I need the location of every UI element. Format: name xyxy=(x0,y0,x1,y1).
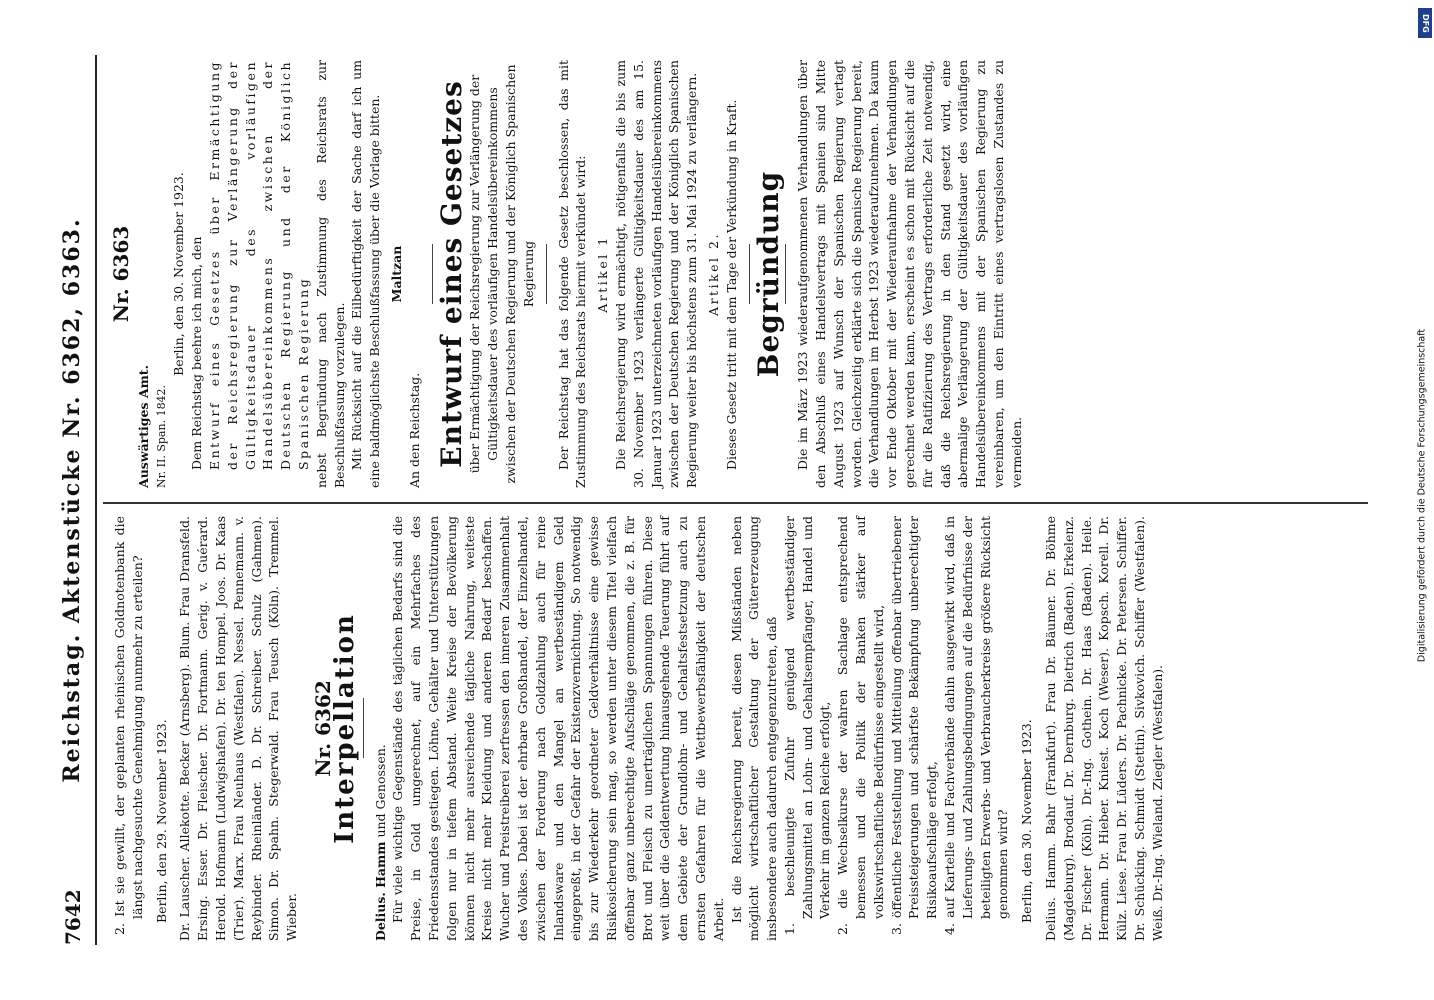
header-rule xyxy=(95,55,97,945)
bill-heading: Entwurf eines Gesetzes xyxy=(434,80,468,468)
signatories: Dr. Lauscher. Allekotte. Becker (Arnsberg). Blum. Frau Dransfeld. Ersing. Esser. Dr. Fleischer. Dr. Fortmann. Gerig. v. Guérard. Herold. Hofmann (Ludwigshafen). Dr. ten Hompel. Joos. Dr. Kaas (Trier). Marx. Frau Neuhaus (Westfalen). Nessel. Pennemann. v. Reybinder. Rheinländer. D. Dr. Schreiber. Schulz (Gahmen). Simon. Dr. Spahn. Stegerwald. Frau Teusch (Köln). Tremmel. Wieber. xyxy=(177,516,300,941)
intro-names: Delius. Hamm xyxy=(372,841,388,941)
bill-title: Entwurf eines Gesetzes über Ermächtigung der Reichsregierung zur Verlängerung der Gültigkeitsdauer des vorläufigen Handelsübereinkommens zwischen der Deutschen Regierung und der Königlich Spanischen Regierung xyxy=(206,60,311,470)
paragraph: Für viele wichtige Gegenstände des täglichen Bedarfs sind die Preise, in Gold umgerechnet, auf ein Mehrfaches des Friedensstandes gestiegen. Löhne, Gehälter und Unterstützungen folgen nur in tiefem Abstand. Weite Kreise der Bevölkerung können nicht mehr ausreichende tägliche Nahrung, weiteste Kreise nicht mehr Kleidung und anderen Bedarf beschaffen. Wucher und Preistreiberei zerfressen den inneren Zusammenhalt des Volkes. Dabei ist der ehrbare Großhandel, der Einzelhandel, zwischen der Forderung nach Goldzahlung auch für reine Inlandsware und den Mangel an wertbeständigem Geld eingepreßt, in der Gefahr der Existenzvernichtung. So notwendig bis zur Wiederkehr geordneter Geldverhältnisse eine gewisse Risikosicherung sein mag, so werden unter diesem Titel vielfach offenbar ganz unberechtigte Aufschläge genommen, die z. B. für Brot und Fleisch zu unerträglichen Spannungen führen. Diese weit über die Geldentwertung hinausgehende Teuerung führt auf dem Gebiete der Grundlohn- und Gehaltsfestsetzung auch zu ernsten Gefahren für die Wettbewerbsfähigkeit der deutschen Arbeit. xyxy=(390,516,726,941)
dfg-logo: DFG xyxy=(1418,8,1432,38)
document-page xyxy=(55,55,1375,945)
list-item: 1. beschleunigte Zufuhr genügend wertbeständiger Zahlungsmittel an Lohn- und Gehaltsempfänger, Handel und Verkehr im ganzen Reiche erfolgt, xyxy=(781,516,833,935)
paragraph: Mit Rücksicht auf die Eilbedürftigkeit der Sache darf ich um eine baldmöglichste Beschlußfassung über die Vorlage bitten. xyxy=(349,60,383,488)
signature: Maltzan xyxy=(388,245,404,303)
addressee: An den Reichstag. xyxy=(406,372,422,488)
right-column xyxy=(111,60,1026,488)
separator xyxy=(785,244,786,304)
page-title: Reichstag. Aktenstücke Nr. 6362, 6363. xyxy=(59,217,85,783)
page-number: 7642 xyxy=(61,889,85,945)
separator xyxy=(749,244,750,304)
date-line: Berlin, den 30. November 1923. xyxy=(1019,719,1035,923)
credit-text: Digitalisierung gefördert durch die Deutsche Forschungsgemeinschaft xyxy=(1416,328,1428,663)
office-name: Auswärtiges Amt. xyxy=(135,365,151,488)
paragraph: Dem Reichstag beehre ich mich, den xyxy=(189,236,205,470)
article-text: Dieses Gesetz tritt mit dem Tage der Verkündung in Kraft. xyxy=(723,99,739,470)
document-number: Nr. 6363 xyxy=(109,225,133,323)
digitization-credit xyxy=(1412,10,1432,990)
signatories: Delius. Hamm. Bahr (Frankfurt). Frau Dr. Bäumer. Dr. Böhme (Magdeburg). Brodauf. Dr. Dernburg. Dietrich (Baden). Erkelenz. Dr. Fischer (Köln). Dr.-Ing. Gothein. Dr. Haas (Baden). Heile. Hermann. Dr. Hieber. Kniest. Koch (Weser). Kopsch. Korell. Dr. Külz. Liese. Frau Dr. Lüders. Dr. Pachnicke. Dr. Petersen. Schiffer. Dr. Schücking. Schmidt (Stettin). Sivkovich. Schiffer (Westfalen). Weiß. Dr.-Ing. Wieland. Ziegler (Westfalen). xyxy=(1043,516,1165,941)
article-title: Artikel 2. xyxy=(705,232,721,316)
date-line: Berlin, den 30. November 1923. xyxy=(171,172,187,376)
separator xyxy=(363,699,364,759)
interpellation-intro xyxy=(372,516,390,941)
section-heading: Begründung xyxy=(751,170,785,378)
list-item: 4. auf Kartelle und Fachverbände dahin ausgewirkt wird, daß in Lieferungs- und Zahlungsbedingungen auf die Bedürfnisse der beteiligten Erwerbs- und Verbraucherkreise größere Rücksicht genommen wird? xyxy=(942,516,1011,935)
separator xyxy=(432,244,433,304)
intro-rest: und Genossen. xyxy=(372,744,388,838)
paragraph: nebst Begründung nach Zustimmung des Reichsrats zur Beschlußfassung vorzulegen. xyxy=(313,60,347,488)
separator xyxy=(546,244,547,304)
question-2: 2. Ist sie gewillt, der geplanten rheinischen Goldnotenbank die längst nachgesuchte Genehmigung nunmehr zu erteilen? xyxy=(112,516,145,935)
left-column xyxy=(111,516,1167,941)
article-title: Artikel 1 xyxy=(595,235,611,313)
enactment-clause: Der Reichstag hat das folgende Gesetz beschlossen, das mit Zustimmung des Reichsrats hiermit verkündet wird: xyxy=(555,60,589,488)
column-divider xyxy=(103,502,1368,504)
paragraph: Die im März 1923 wiederaufgenommenen Verhandlungen über den Abschluß eines Handelsvertrags mit Spanien sind Mitte August 1923 auf Wunsch der Spanischen Regierung vertagt worden. Gleichzeitig erklärte sich die Spanische Regierung bereit, die Verhandlungen im Herbst 1923 wiederaufzunehmen. Da kaum vor Ende Oktober mit der Wiederaufnahme der Verhandlungen gerechnet werden kann, erscheint es schon mit Rücksicht auf die für die Ratifizierung des Vertrags erforderliche Zeit notwendig, daß die Reichsregierung in den Stand gesetzt wird, eine abermalige Verlängerung der Gültigkeitsdauer des vorläufigen Handelsübereinkommens mit der Spanischen Regierung zu vereinbaren, um den Eintritt eines vertragslosen Zustandes zu vermeiden. xyxy=(795,60,1024,488)
office-reference: Nr. II. Span. 1842. xyxy=(154,384,168,488)
article-text: Die Reichsregierung wird ermächtigt, nötigenfalls die bis zum 30. November 1923 verlängerte Gültigkeitsdauer des am 15. Januar 1923 unterzeichneten vorläufigen Handelsübereinkommens zwischen der Deutschen Regierung und der Königlich Spanischen Regierung weiter bis höchstens zum 31. Mai 1924 zu verlängern. xyxy=(612,60,700,488)
list-item: 2. die Wechselkurse der wahren Sachlage entsprechend bemessen und die Politik der Banken stärker auf volkswirtschaftliche Bedürfnisse eingestellt wird, xyxy=(835,516,886,935)
paragraph: Ist die Reichsregierung bereit, diesen Mißständen neben möglicht wirtschaftlicher Gestaltung der Gütererzeugung insbesondere auch dadurch entgegenzutreten, daß xyxy=(728,516,780,941)
page-header xyxy=(55,55,95,945)
document-number: Nr. 6362 xyxy=(310,680,335,777)
section-heading: Interpellation xyxy=(329,613,360,844)
bill-subtitle: über Ermächtigung der Reichsregierung zur Verlängerung der Gültigkeitsdauer des vorläufigen Handelsübereinkommens zwischen der Deutschen Regierung und der Königlich Spanischen Regierung xyxy=(467,64,536,484)
list-item: 3. öffentliche Feststellung und Mitteilung offenbar übertriebener Preissteigerungen und schärfste Bekämpfung unberechtigter Risikoaufschläge erfolgt, xyxy=(888,516,940,935)
date-line: Berlin, den 29. November 1923. xyxy=(153,719,169,923)
